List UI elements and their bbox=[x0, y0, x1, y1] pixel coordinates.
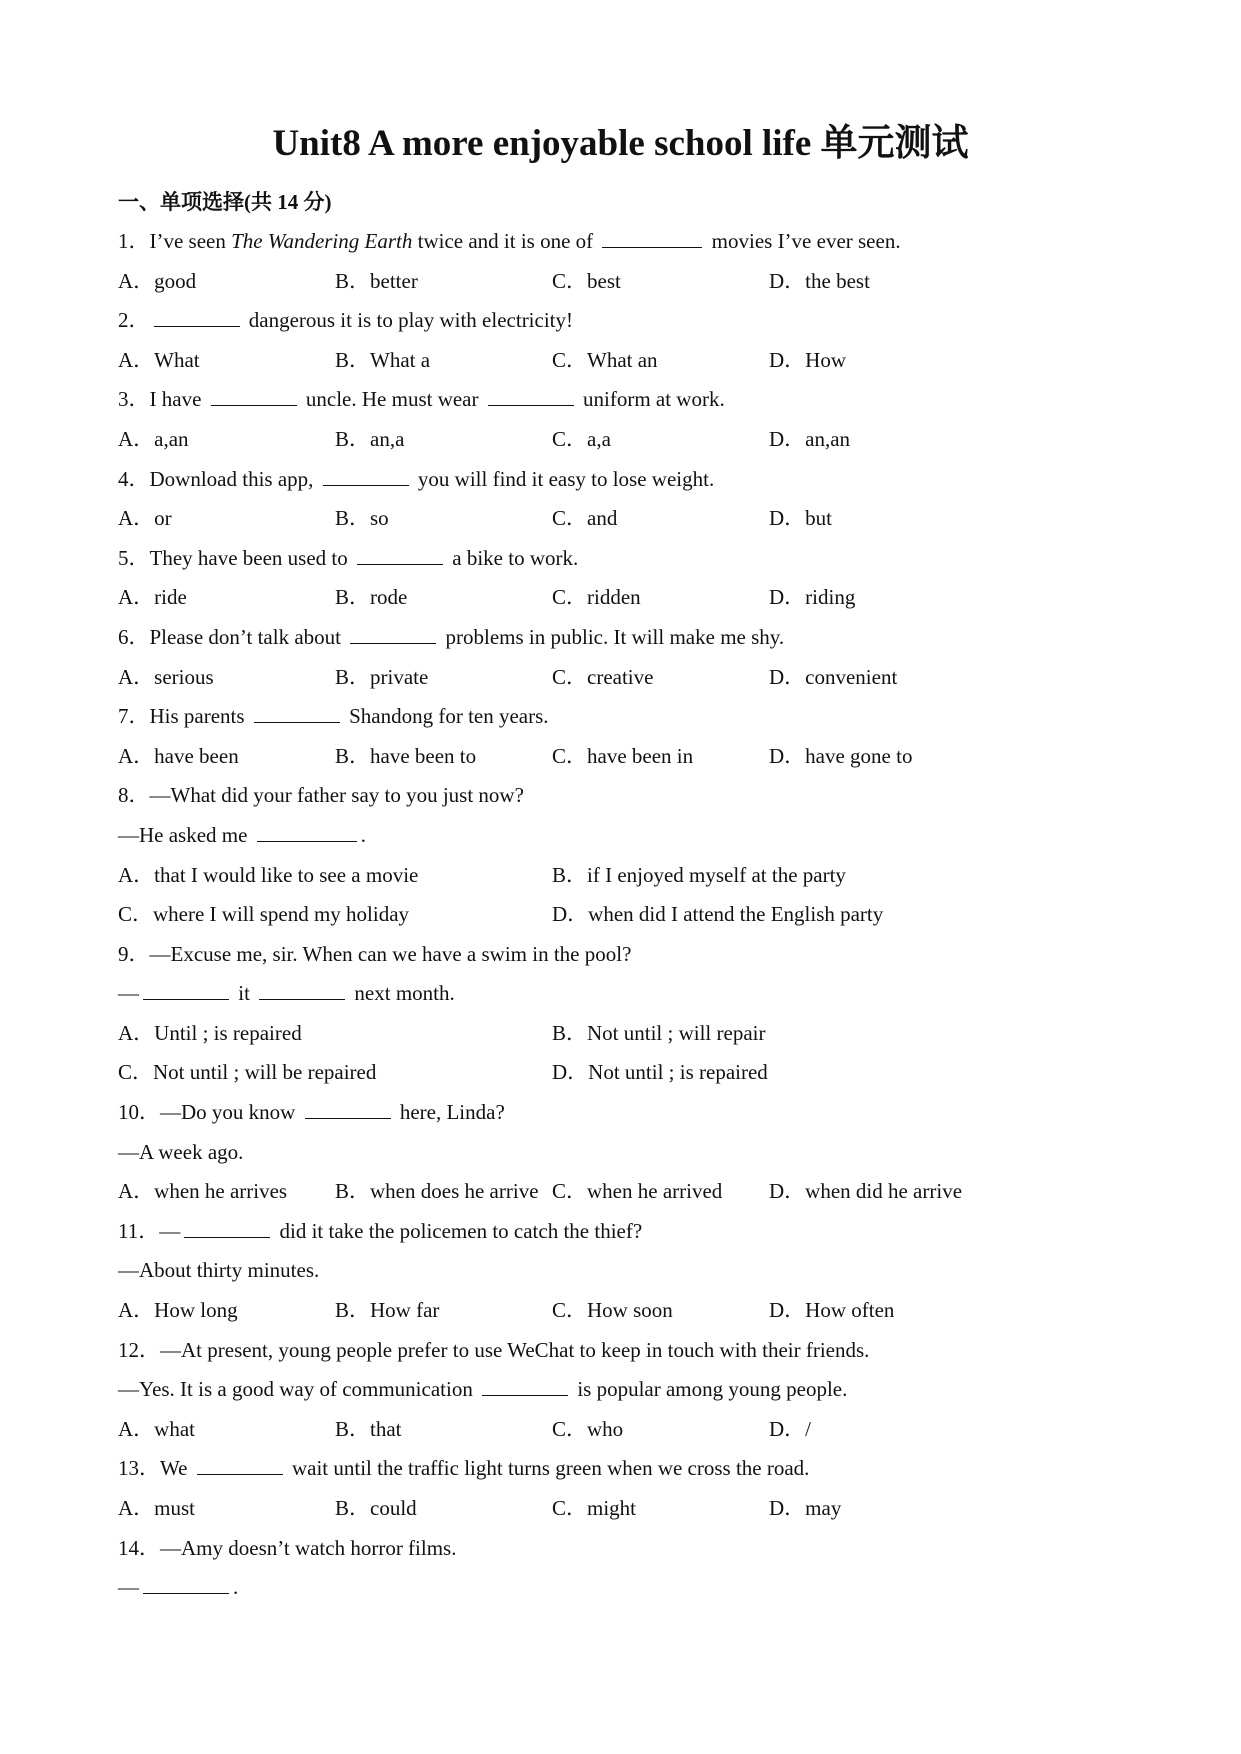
option-c: C．What an bbox=[552, 347, 658, 372]
option-b: B．so bbox=[335, 506, 389, 531]
option-b: B．could bbox=[335, 1496, 417, 1520]
option-d: D．Not until ; is repaired bbox=[552, 1060, 768, 1085]
question-1-stem: 1．I’ve seen The Wandering Earth twice and it is one of movies I’ve ever seen. bbox=[118, 229, 901, 253]
option-a: A．when he arrives bbox=[118, 1179, 288, 1204]
answer-blank bbox=[259, 998, 345, 1000]
option-a: A．a,an bbox=[118, 426, 189, 451]
option-d: D．riding bbox=[769, 585, 856, 610]
option-d: D．convenient bbox=[769, 664, 898, 689]
movie-title: The Wandering Earth bbox=[231, 229, 413, 253]
question-11-reply: —About thirty minutes. bbox=[118, 1258, 320, 1283]
option-d: D．have gone to bbox=[769, 743, 913, 768]
option-a: A．What bbox=[118, 347, 200, 372]
option-b: B．an,a bbox=[335, 426, 405, 451]
answer-blank bbox=[143, 1592, 229, 1594]
option-b: B．private bbox=[335, 664, 429, 689]
answer-blank bbox=[211, 404, 297, 406]
question-9-reply: — it next month. bbox=[118, 981, 455, 1006]
option-b: B．that bbox=[335, 1416, 402, 1441]
option-b: B．have been to bbox=[335, 743, 477, 768]
answer-blank bbox=[350, 642, 436, 644]
answer-blank bbox=[305, 1117, 391, 1119]
answer-blank bbox=[602, 246, 702, 248]
option-c: C．ridden bbox=[552, 585, 641, 610]
answer-blank bbox=[257, 840, 357, 842]
option-a: A．that I would like to see a movie bbox=[118, 862, 419, 887]
option-b: B．when does he arrive bbox=[335, 1179, 539, 1204]
option-d: D．when did he arrive bbox=[769, 1179, 963, 1204]
answer-blank bbox=[323, 484, 409, 486]
option-d: D．may bbox=[769, 1496, 842, 1520]
option-d: D．but bbox=[769, 506, 832, 531]
answer-blank bbox=[154, 325, 240, 327]
option-c: C．creative bbox=[552, 664, 654, 689]
question-14-stem: 14．—Amy doesn’t watch horror films. bbox=[118, 1535, 457, 1560]
question-4-options bbox=[118, 499, 1128, 539]
option-a: A．what bbox=[118, 1416, 195, 1441]
question-10-stem: 10．—Do you know here, Linda? bbox=[118, 1100, 505, 1125]
option-d: D．when did I attend the English party bbox=[552, 902, 884, 927]
option-b: B．What a bbox=[335, 347, 431, 372]
option-b: B．How far bbox=[335, 1298, 440, 1323]
option-b: B．rode bbox=[335, 585, 408, 610]
question-12-reply: —Yes. It is a good way of communication is popular among young people. bbox=[118, 1377, 848, 1402]
option-a: A．serious bbox=[118, 664, 214, 689]
question-7-options bbox=[118, 737, 1128, 777]
option-d: D．an,an bbox=[769, 426, 851, 451]
question-7-stem: 7．His parents Shandong for ten years. bbox=[118, 704, 549, 729]
option-c: C．when he arrived bbox=[552, 1179, 723, 1204]
option-b: B．Not until ; will repair bbox=[552, 1020, 766, 1045]
option-d: D．How bbox=[769, 347, 846, 372]
option-a: A．ride bbox=[118, 585, 187, 610]
option-c: C．and bbox=[552, 506, 618, 531]
option-d: D．the best bbox=[769, 268, 870, 293]
option-c: C．might bbox=[552, 1496, 637, 1520]
option-b: B．if I enjoyed myself at the party bbox=[552, 862, 846, 887]
option-c: C．a,a bbox=[552, 426, 611, 451]
option-a: A．or bbox=[118, 506, 172, 531]
question-14-reply: — . bbox=[118, 1575, 239, 1600]
question-1-options bbox=[118, 262, 1128, 302]
option-a: A．Until ; is repaired bbox=[118, 1020, 302, 1045]
question-12-options bbox=[118, 1410, 1128, 1450]
section-heading: 一、单项选择(共 14 分) bbox=[118, 190, 332, 214]
answer-blank bbox=[488, 404, 574, 406]
question-13-options bbox=[118, 1489, 1128, 1529]
question-8-reply: —He asked me . bbox=[118, 822, 366, 847]
option-a: A．must bbox=[118, 1496, 196, 1520]
option-b: B．better bbox=[335, 268, 418, 293]
question-11-options bbox=[118, 1291, 1128, 1331]
question-8-options-row-1 bbox=[118, 856, 1128, 896]
question-5-options bbox=[118, 578, 1128, 618]
option-c: C．where I will spend my holiday bbox=[118, 902, 410, 927]
question-list bbox=[118, 222, 1128, 1608]
question-11-stem: 11．— did it take the policemen to catch the thief? bbox=[118, 1218, 643, 1243]
question-4-stem: 4．Download this app, you will find it easy to lose weight. bbox=[118, 466, 715, 491]
answer-blank bbox=[184, 1236, 270, 1238]
question-13-stem: 13．We wait until the traffic light turns green when we cross the road. bbox=[118, 1456, 810, 1481]
question-5-stem: 5．They have been used to a bike to work. bbox=[118, 545, 579, 570]
question-6-stem: 6．Please don’t talk about problems in public. It will make me shy. bbox=[118, 624, 785, 649]
question-10-reply: —A week ago. bbox=[118, 1139, 244, 1164]
option-c: C．Not until ; will be repaired bbox=[118, 1060, 377, 1085]
question-9-options-row-1 bbox=[118, 1014, 1128, 1054]
question-9-options-row-2 bbox=[118, 1053, 1128, 1093]
answer-blank bbox=[482, 1394, 568, 1396]
answer-blank bbox=[143, 998, 229, 1000]
answer-blank bbox=[254, 721, 340, 723]
question-6-options bbox=[118, 658, 1128, 698]
option-c: C．best bbox=[552, 268, 621, 293]
question-8-options-row-2 bbox=[118, 895, 1128, 935]
option-a: A．have been bbox=[118, 743, 239, 768]
question-2-options bbox=[118, 341, 1128, 381]
question-12-stem: 12．—At present, young people prefer to use WeChat to keep in touch with their friends. bbox=[118, 1337, 870, 1362]
question-2-stem: 2． dangerous it is to play with electricity! bbox=[118, 308, 573, 333]
question-3-stem: 3．I have uncle. He must wear uniform at work. bbox=[118, 387, 725, 412]
option-c: C．who bbox=[552, 1416, 624, 1441]
option-d: D．How often bbox=[769, 1298, 895, 1323]
option-c: C．How soon bbox=[552, 1298, 673, 1323]
question-9-stem: 9．—Excuse me, sir. When can we have a swim in the pool? bbox=[118, 941, 632, 966]
question-8-stem: 8．—What did your father say to you just now? bbox=[118, 783, 524, 808]
option-a: A．How long bbox=[118, 1298, 238, 1323]
option-a: A．good bbox=[118, 268, 197, 293]
option-d: D．/ bbox=[769, 1416, 811, 1441]
answer-blank bbox=[357, 563, 443, 565]
question-10-options bbox=[118, 1172, 1128, 1212]
option-c: C．have been in bbox=[552, 743, 694, 768]
question-3-options bbox=[118, 420, 1128, 460]
answer-blank bbox=[197, 1473, 283, 1475]
page-title: Unit8 A more enjoyable school life 单元测试 bbox=[272, 123, 969, 164]
